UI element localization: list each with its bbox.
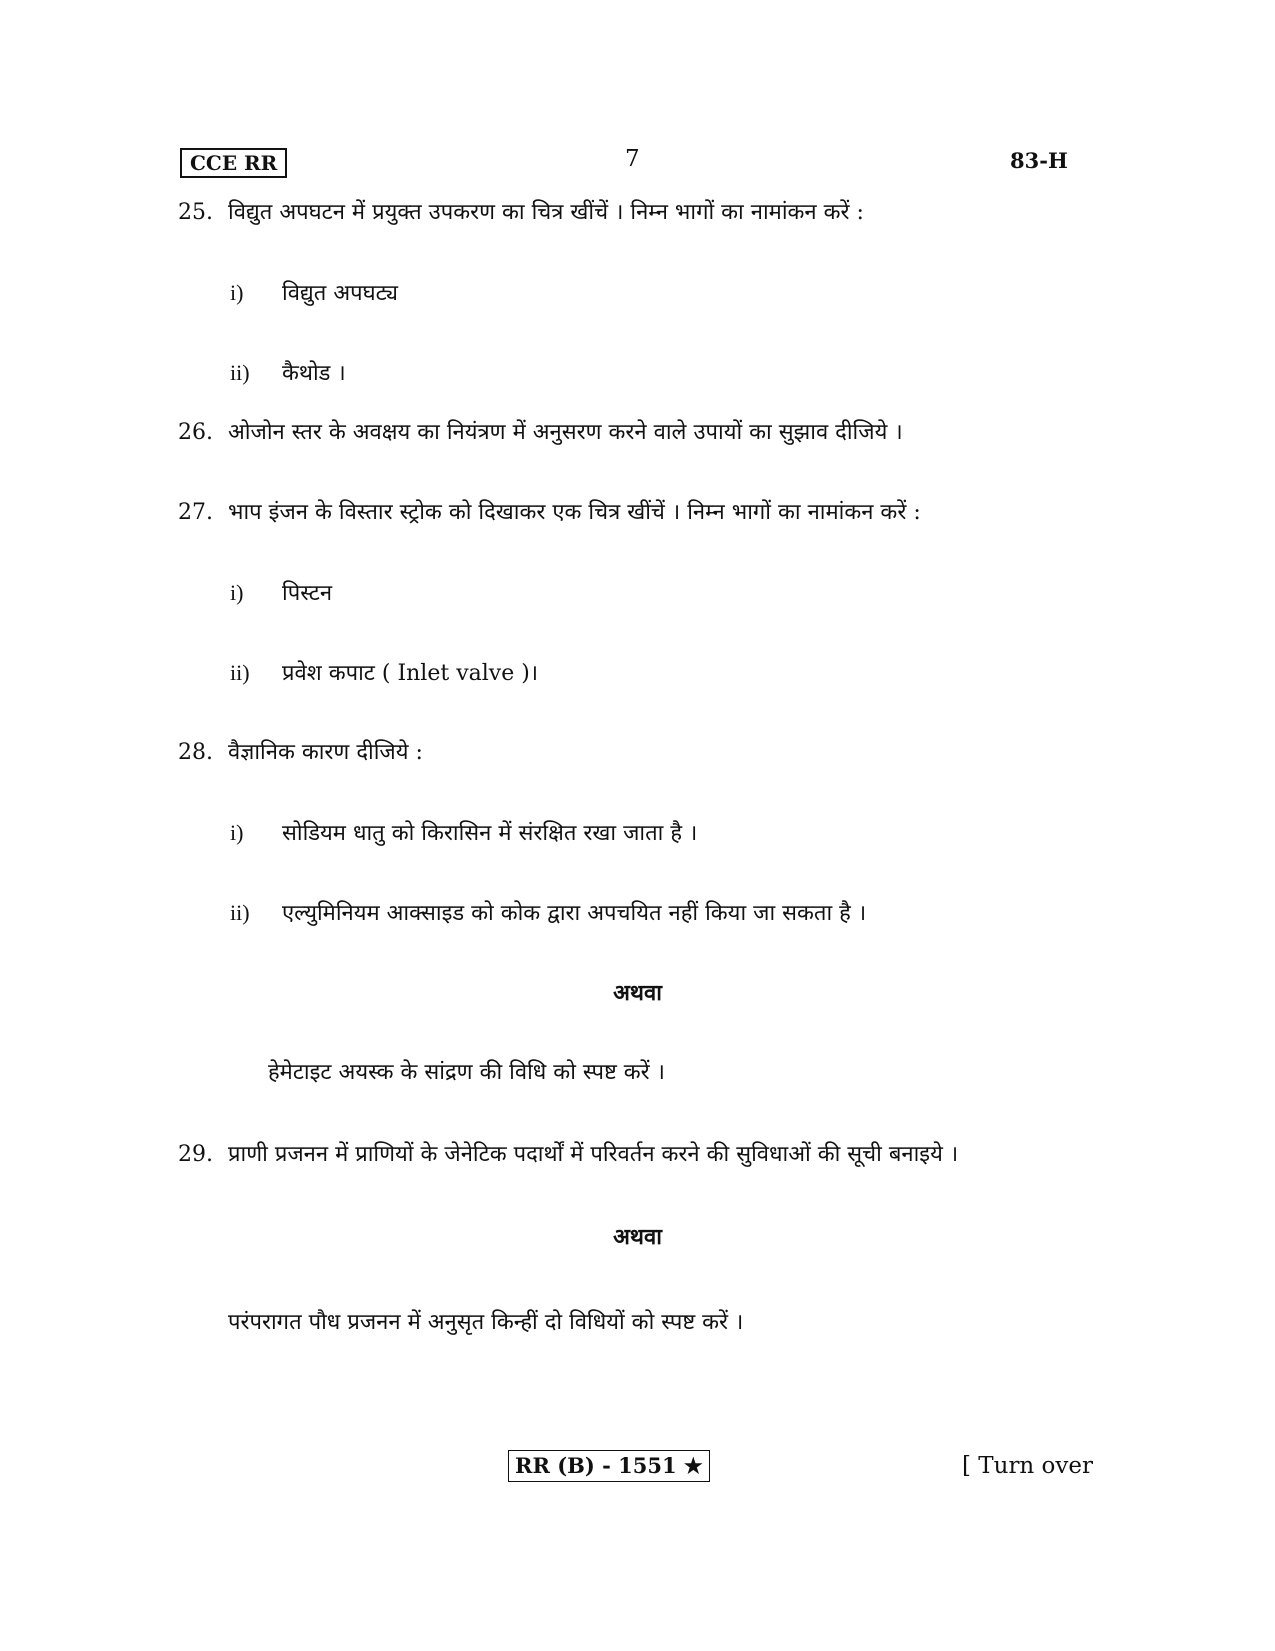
- question-number: 25.: [178, 200, 213, 225]
- question-25: [178, 198, 864, 228]
- part-label: ii): [230, 360, 250, 385]
- question-text: भाप इंजन के विस्तार स्ट्रोक को दिखाकर एक चित्र खींचें । निम्न भागों का नामांकन करें :: [228, 500, 921, 525]
- part-text: सोडियम धातु को किरासिन में संरक्षित रखा जाता है ।: [282, 821, 698, 846]
- question-text: विद्युत अपघटन में प्रयुक्त उपकरण का चित्र खींचें । निम्न भागों का नामांकन करें :: [228, 200, 864, 225]
- question-text: ओजोन स्तर के अवक्षय का नियंत्रण में अनुसरण करने वाले उपायों का सुझाव दीजिये ।: [228, 420, 903, 445]
- part-label: i): [230, 580, 244, 605]
- part-label: ii): [230, 660, 250, 685]
- part-text: कैथोड ।: [282, 361, 346, 386]
- part-label: ii): [230, 900, 250, 925]
- header-series-box: CCE RR: [180, 148, 287, 178]
- footer-code-box: RR (B) - 1551 ★: [508, 1450, 710, 1482]
- question-25-part-ii: [230, 358, 346, 389]
- question-29: [178, 1140, 958, 1170]
- question-25-part-i: [230, 278, 398, 309]
- turn-over-note: [ Turn over: [962, 1453, 1094, 1479]
- question-number: 29.: [178, 1142, 213, 1167]
- question-28-part-ii: [230, 898, 866, 929]
- part-text: प्रवेश कपाट ( Inlet valve )।: [282, 661, 539, 686]
- question-27: [178, 498, 921, 528]
- part-label: i): [230, 280, 244, 305]
- paper-code: 83-H: [1010, 148, 1068, 173]
- question-number: 27.: [178, 500, 213, 525]
- or-separator-28: अथवा: [613, 980, 662, 1006]
- question-text: प्राणी प्रजनन में प्राणियों के जेनेटिक पदार्थों में परिवर्तन करने की सुविधाओं की सूची बनाइये ।: [228, 1142, 959, 1167]
- page-number: 7: [625, 146, 640, 172]
- question-28: [178, 738, 423, 768]
- part-label: i): [230, 820, 244, 845]
- question-27-part-i: [230, 578, 332, 609]
- part-text: पिस्टन: [282, 581, 333, 606]
- question-26: [178, 418, 903, 448]
- question-29-alternative: परंपरागत पौध प्रजनन में अनुसृत किन्हीं दो विधियों को स्पष्ट करें ।: [228, 1310, 744, 1335]
- question-28-part-i: [230, 818, 697, 849]
- question-number: 26.: [178, 420, 213, 445]
- question-28-alternative: हेमेटाइट अयस्क के सांद्रण की विधि को स्पष्ट करें ।: [268, 1060, 666, 1085]
- question-number: 28.: [178, 740, 213, 765]
- question-27-part-ii: [230, 658, 538, 689]
- part-text: एल्युमिनियम आक्साइड को कोक द्वारा अपचयित नहीं किया जा सकता है ।: [282, 901, 867, 926]
- question-text: वैज्ञानिक कारण दीजिये :: [228, 740, 423, 765]
- part-text: विद्युत अपघट्य: [282, 281, 398, 306]
- or-separator-29: अथवा: [613, 1224, 662, 1250]
